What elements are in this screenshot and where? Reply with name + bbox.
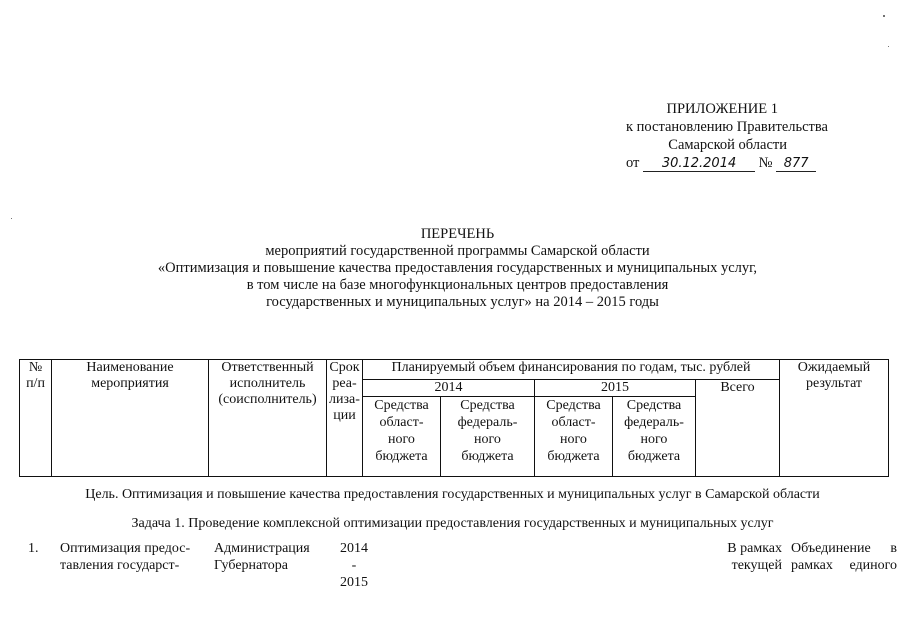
scan-speck <box>883 15 885 17</box>
appendix-block <box>560 100 890 172</box>
header-no: № п/п <box>20 360 52 477</box>
title-line-2: «Оптимизация и повышение качества предоставления государственных и муниципальных услуг, <box>157 260 758 276</box>
activities-table-header <box>19 359 889 477</box>
appendix-date-line <box>560 154 890 172</box>
row1-result: Объединение в рамках единого <box>791 541 897 573</box>
header-executor: Ответственный исполнитель (соисполнитель) <box>209 360 327 477</box>
header-2014-federal: Средства федераль- ного бюджета <box>441 397 535 477</box>
document-title <box>0 226 905 311</box>
row1-executor: Администрация Губернатора <box>214 541 310 573</box>
header-2015-federal: Средства федераль- ного бюджета <box>613 397 696 477</box>
date-prefix: от <box>626 155 640 171</box>
appendix-resolution: к постановлению Правительства <box>626 119 828 135</box>
header-year-2015: 2015 <box>535 380 696 397</box>
header-2015-regional: Средства област- ного бюджета <box>535 397 613 477</box>
header-year-2014: 2014 <box>363 380 535 397</box>
task-line: Задача 1. Проведение комплексной оптимизации предоставления государственных и муниципальных услуг <box>131 516 774 531</box>
header-name: Наименование мероприятия <box>52 360 209 477</box>
title-line-4: государственных и муниципальных услуг» на 2014 – 2015 годы <box>266 294 659 310</box>
row1-name: Оптимизация предос- тавления государст- <box>60 541 191 573</box>
title-heading: ПЕРЕЧЕНЬ <box>420 226 495 242</box>
row1-number: 1. <box>28 541 39 556</box>
handwritten-date: 30.12.2014 <box>643 156 755 172</box>
title-line-3: в том числе на базе многофункциональных центров предоставления <box>246 277 669 293</box>
scan-speck <box>888 46 889 47</box>
scan-speck <box>11 218 12 219</box>
header-2014-regional: Средства област- ного бюджета <box>363 397 441 477</box>
handwritten-number: 877 <box>776 156 816 172</box>
row1-term: 2014 - 2015 <box>340 541 368 590</box>
appendix-region: Самарской области <box>668 137 787 153</box>
row1-total: В рамках текущей <box>727 541 782 573</box>
title-line-1: мероприятий государственной программы Самарской области <box>265 243 650 259</box>
goal-line: Цель. Оптимизация и повышение качества предоставления государственных и муниципальных услуг в Самарской области <box>85 487 820 502</box>
header-total: Всего <box>696 380 780 477</box>
header-result: Ожидаемый результат <box>780 360 889 477</box>
appendix-title: ПРИЛОЖЕНИЕ 1 <box>666 101 778 117</box>
header-funding: Планируемый объем финансирования по годам, тыс. рублей <box>363 360 780 380</box>
number-prefix: № <box>758 155 773 171</box>
header-term: Срок реа- лиза- ции <box>327 360 363 477</box>
